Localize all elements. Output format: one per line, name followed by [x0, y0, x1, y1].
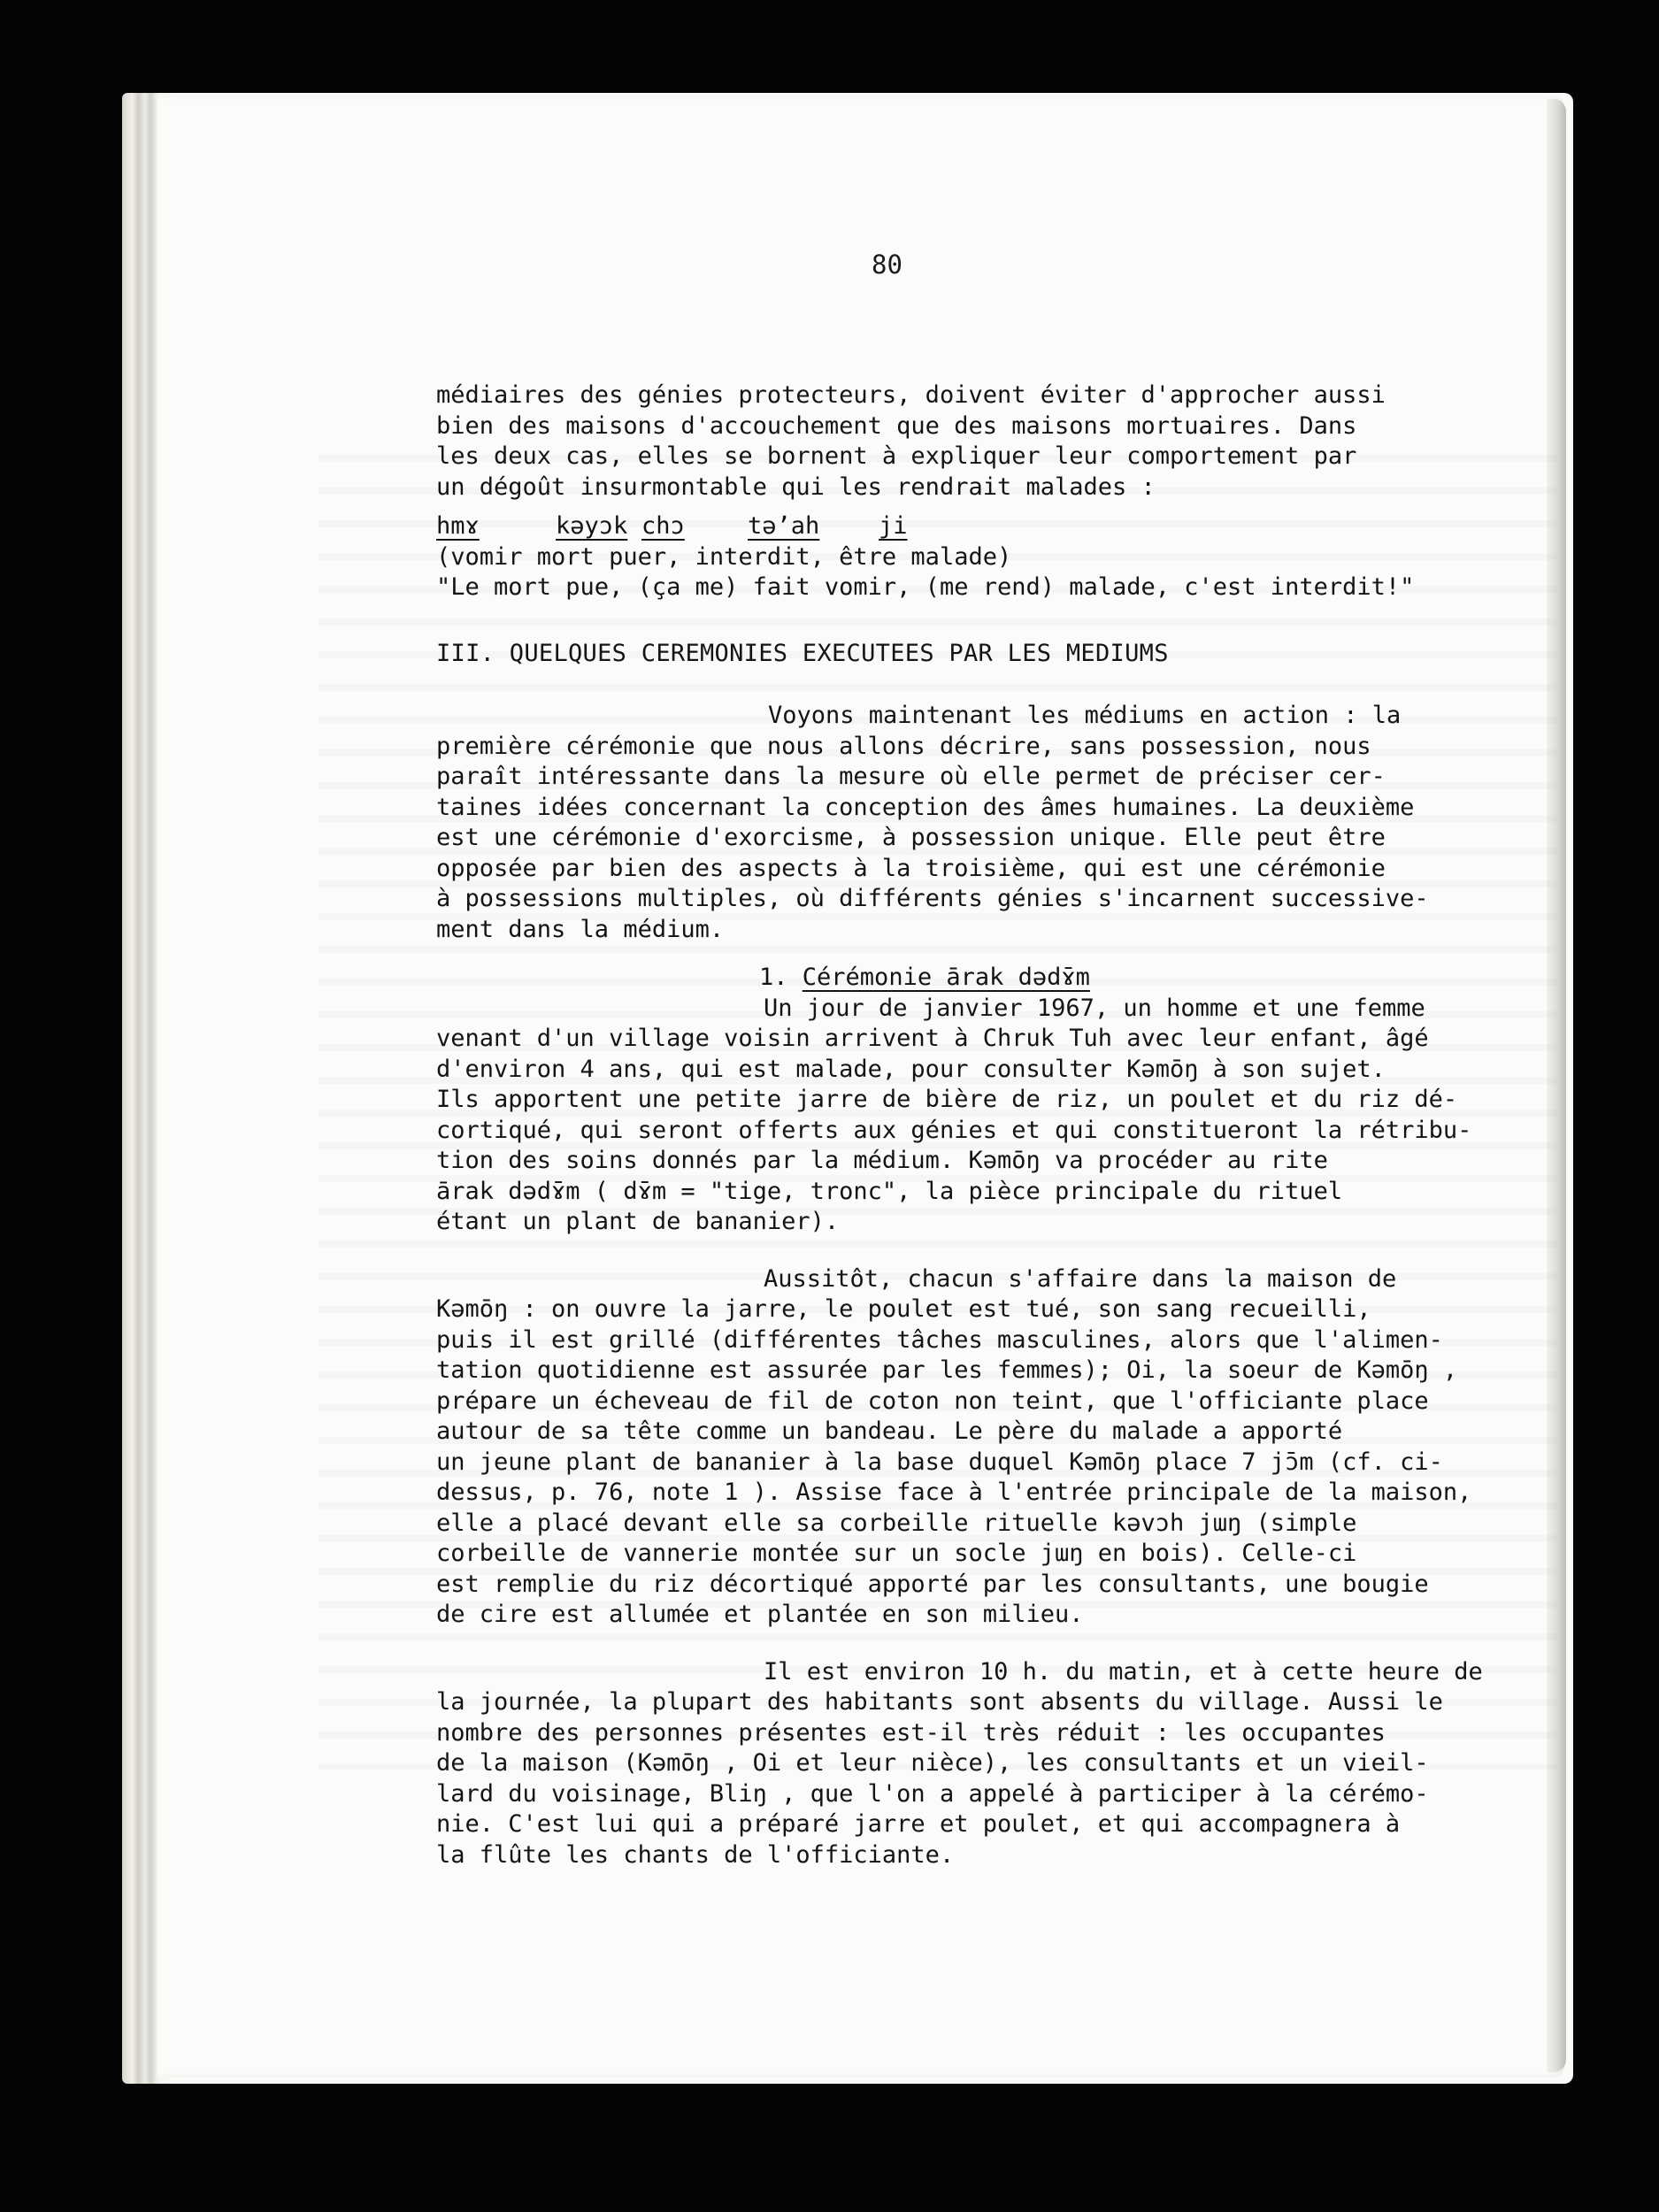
vocab-word: təʼah	[748, 512, 820, 540]
text-line: nombre des personnes présentes est-il très réduit : les occupantes	[436, 1718, 1386, 1747]
text-line: Kəmōŋ : on ouvre la jarre, le poulet est tué, son sang recueilli,	[436, 1295, 1371, 1323]
subheading-title: Cérémonie ārak dədɤ̄m	[802, 964, 1090, 991]
section-heading: III. QUELQUES CEREMONIES EXECUTEES PAR LES MEDIUMS	[436, 639, 1169, 667]
text-line: Aussitôt, chacun s'affaire dans la maison de	[764, 1264, 1397, 1293]
text-line: les deux cas, elles se bornent à expliquer leur comportement par	[436, 442, 1357, 470]
text-line: ārak dədɤ̄m ( dɤ̄m = "tige, tronc", la pièce principale du rituel	[436, 1177, 1343, 1205]
text-line: Il est environ 10 h. du matin, et à cette heure de	[764, 1657, 1483, 1686]
text-line: Voyons maintenant les médiums en action : la	[768, 702, 1402, 729]
text-line: de cire est allumée et plantée en son milieu.	[436, 1601, 1084, 1628]
subheading	[436, 963, 1525, 994]
paragraph-1	[436, 380, 1525, 503]
vocab-translation: "Le mort pue, (ça me) fait vomir, (me rend) malade, c'est interdit!"	[436, 573, 1415, 601]
paragraph-3	[436, 994, 1525, 1238]
text-line: autour de sa tête comme un bandeau. Le père du malade a apporté	[436, 1417, 1343, 1445]
text-line: corbeille de vannerie montée sur un socle jɯŋ en bois). Celle-ci	[436, 1540, 1357, 1567]
text-line: première cérémonie que nous allons décrire, sans possession, nous	[436, 732, 1371, 760]
page-number: 80	[872, 250, 902, 280]
text-line: bien des maisons d'accouchement que des maisons mortuaires. Dans	[436, 411, 1357, 440]
text-line: médiaires des génies protecteurs, doivent éviter d'approcher aussi	[436, 381, 1386, 409]
text-line: ment dans la médium.	[436, 915, 725, 943]
text-line: dessus, p. 76, note 1 ). Assise face à l'entrée principale de la maison,	[436, 1479, 1472, 1506]
text-line: paraît intéressante dans la mesure où elle permet de préciser cer-	[436, 763, 1386, 790]
text-line: à possessions multiples, où différents génies s'incarnent successive-	[436, 885, 1429, 912]
text-line: Un jour de janvier 1967, un homme et une femme	[764, 994, 1425, 1022]
text-line: est une cérémonie d'exorcisme, à possession unique. Elle peut être	[436, 824, 1386, 851]
text-line: elle a placé devant elle sa corbeille rituelle kəvɔh jɯŋ (simple	[436, 1509, 1357, 1537]
text-line: venant d'un village voisin arrivent à Chruk Tuh avec leur enfant, âgé	[436, 1025, 1429, 1052]
vocab-word: ji	[879, 512, 908, 540]
text-line: Ils apportent une petite jarre de bière de riz, un poulet et du riz dé-	[436, 1086, 1458, 1113]
text-line: un dégoût insurmontable qui les rendrait malades :	[436, 472, 1156, 501]
text-line: lard du voisinage, Bliŋ , que l'on a appelé à participer à la cérémo-	[436, 1779, 1429, 1808]
text-line: nie. C'est lui qui a préparé jarre et poulet, et qui accompagnera à	[436, 1810, 1401, 1838]
text-line: puis il est grillé (différentes tâches masculines, alors que l'alimen-	[436, 1325, 1443, 1354]
vocab-gloss: (vomir mort puer, interdit, être malade)	[436, 542, 1012, 571]
vocab-word: hmɤ	[436, 512, 480, 540]
text-line: est remplie du riz décortiqué apporté par les consultants, une bougie	[436, 1570, 1429, 1598]
text-line: étant un plant de bananier).	[436, 1208, 840, 1235]
text-line: un jeune plant de bananier à la base duquel Kəmōŋ place 7 jɔ̄m (cf. ci-	[436, 1448, 1443, 1476]
text-line: cortiqué, qui seront offerts aux génies et qui constitueront la rétribu-	[436, 1116, 1472, 1144]
text-line: d'environ 4 ans, qui est malade, pour consulter Kəmōŋ à son sujet.	[436, 1055, 1386, 1083]
text-line: tion des soins donnés par la médium. Kəmōŋ va procéder au rite	[436, 1147, 1328, 1174]
vocab-words	[436, 511, 1525, 542]
paragraph-5	[436, 1657, 1525, 1871]
text-line: tation quotidienne est assurée par les femmes); Oi, la soeur de Kəmōŋ ,	[436, 1356, 1458, 1384]
vocab-word: kəyɔk	[556, 512, 628, 540]
text-line: la flûte les chants de l'officiante.	[436, 1840, 955, 1869]
paragraph-4	[436, 1264, 1525, 1631]
text-line: de la maison (Kəmōŋ , Oi et leur nièce), les consultants et un vieil-	[436, 1749, 1429, 1777]
body-text	[436, 380, 1525, 1870]
vocab-word: chɔ	[641, 512, 685, 540]
text-line: la journée, la plupart des habitants sont absents du village. Aussi le	[436, 1688, 1443, 1716]
text-line: prépare un écheveau de fil de coton non teint, que l'officiante place	[436, 1386, 1429, 1415]
subheading-number: 1.	[759, 964, 788, 991]
text-line: opposée par bien des aspects à la troisième, qui est une cérémonie	[436, 854, 1386, 882]
text-line: taines idées concernant la conception des âmes humaines. La deuxième	[436, 793, 1415, 821]
paragraph-2	[436, 701, 1525, 945]
